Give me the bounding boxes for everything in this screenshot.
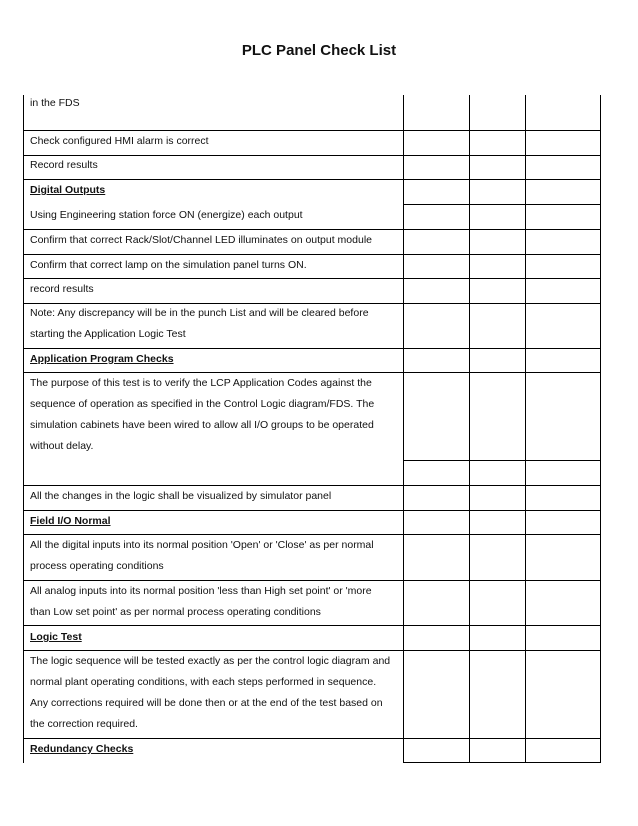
row-text: without delay.	[30, 440, 94, 452]
page-title: PLC Panel Check List	[241, 42, 397, 59]
table-left-border	[23, 95, 24, 763]
row-text: Note: Any discrepancy will be in the punch List and will be cleared before	[30, 307, 369, 319]
row-text: The purpose of this test is to verify the LCP Application Codes against the	[30, 377, 372, 389]
row-text: simulation cabinets have been wired to allow all I/O groups to be operated	[30, 419, 374, 431]
row-text: process operating conditions	[30, 560, 164, 572]
row-text: than Low set point' as per normal process operating conditions	[30, 606, 321, 618]
row-text: Check configured HMI alarm is correct	[30, 135, 209, 147]
check-row-border	[403, 460, 601, 461]
row-text: Any corrections required will be done then or at the end of the test based on	[30, 697, 383, 709]
row-text: All the changes in the logic shall be visualized by simulator panel	[30, 490, 332, 502]
section-heading: Digital Outputs	[30, 184, 106, 196]
check-row-border	[403, 762, 601, 763]
row-text: Confirm that correct lamp on the simulation panel turns ON.	[30, 259, 307, 271]
row-text: sequence of operation as specified in the Control Logic diagram/FDS. The	[30, 398, 375, 410]
row-border	[23, 625, 601, 626]
row-text: All the digital inputs into its normal position 'Open' or 'Close' as per normal	[30, 539, 374, 551]
section-heading: Logic Test	[30, 631, 82, 643]
row-text: All analog inputs into its normal position 'less than High set point' or 'more	[30, 585, 372, 597]
row-text: record results	[30, 283, 94, 295]
row-text: Record results	[30, 159, 98, 171]
row-text: The logic sequence will be tested exactly as per the control logic diagram and	[30, 655, 391, 667]
section-heading: Redundancy Checks	[30, 743, 134, 755]
check-row-border	[403, 204, 601, 205]
section-heading: Field I/O Normal	[30, 515, 111, 527]
check-column-border	[600, 95, 601, 763]
check-column-border	[525, 95, 526, 763]
section-heading: Application Program Checks	[30, 353, 174, 365]
row-text: in the FDS	[30, 97, 80, 109]
row-text: the correction required.	[30, 718, 138, 730]
row-text: normal plant operating conditions, with each steps performed in sequence.	[30, 676, 377, 688]
row-text: Using Engineering station force ON (energize) each output	[30, 209, 303, 221]
row-text: starting the Application Logic Test	[30, 328, 186, 340]
row-text: Confirm that correct Rack/Slot/Channel LED illuminates on output module	[30, 234, 372, 246]
check-column-border	[403, 95, 404, 763]
check-column-border	[469, 95, 470, 763]
